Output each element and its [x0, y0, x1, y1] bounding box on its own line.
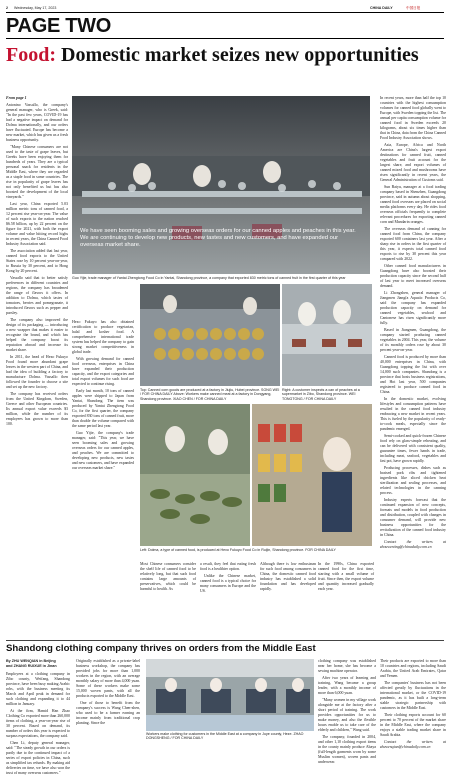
paragraph: In the 1990s, China exported canned food for the first time, starting with a small volume of fruit. Since then, the export volume and quantity increased gradually each year. [318, 562, 374, 591]
middle-right-caption: Right: A customer inspects a can of peaches at a supermarket in Zibo, Shandong province. WEI TONGTONG / FOR CHINA DAILY [282, 388, 360, 401]
paper-name: CHINA DAILY [370, 6, 393, 10]
section-title: PAGE TWO [6, 15, 112, 37]
byline-line-1: By ZHU WENQIAN in Beijing [6, 659, 56, 663]
paragraph: In 2011, the head of Hexo Fukuyo Food found more abundant grape leaves in the western part of China, and had the idea of building a factory to manufacture Dolma. Vassallo then followed the founder to choose a site and set up the new factory. [6, 355, 68, 389]
paragraph: Unlike the Chinese market, canned food is a typical choice for many consumers in Europe and the US. [200, 574, 256, 593]
paragraph: Their clothing exports account for 60 percent to 70 percent of the market share in the Middle East, where the company enjoys a stable trading market share in Saudi Arabia. [380, 713, 446, 737]
paragraph: Guo Yijie, the company's trade manager, said: "This year, we have seen booming sales and growing overseas orders for our canned apples, and peaches. We are committed to developing new products, new tastes and new customers, and have expanded our overseas market share." [72, 431, 134, 470]
paragraph: Industry experts forecast that the continued expansion of new concepts, formats and models in food production and distribution, coupled with changes in consumer demand, will provide new business opportunities for the revitalization of the canned food industry in China. [380, 498, 446, 537]
paragraph: Antonino Vassallo, the company's general manager, who is Greek, said: "In the past few years, COVID-19 has had a negative impact on demand for Dolma internationally, and our orders have fluctuated. Europe has become a new market, which has given us a fresh business opportunity. [6, 103, 68, 142]
paragraph: Sun Baiyu, manager at a food trading company based in Shenzhen, Guangdong province, said in autumn about shopping, canned food overseas are placed on social media platforms every day. He rides food overseas officials frequently to complete relevant procedures for exporting canned corn and Mandarin oranges. [380, 185, 446, 224]
dolma-illustration [140, 404, 250, 546]
canned-meat-photo [282, 284, 372, 386]
paragraph: At the firm, Hamid Han Zhao Clothing Co exported more than 260,000 items of clothing, a year-on-year rise of 30 percent. Based on demand, its number of orders this year is expected to surpass expectations, the company said. [6, 709, 70, 738]
paragraph: clothing company was established near her home, she has become a sewing machine operator. [318, 659, 376, 673]
byline [6, 659, 70, 669]
paragraph: The overseas demand of canning for canned food from China, the company exported 600 containers last year. After a sharp rise in orders in the first quarter of this year, it expects total canned food exports to rise by 30 percent this year compared with 2022. [380, 227, 446, 261]
paragraph: One of those to benefit from the company's success is Wang Chen-zhen, who used to be a farmer earning an income mainly from traditional crop planting. Since the [76, 701, 140, 725]
paragraph: Although there is low enthusiasm for such food among consumers in China, the domestic canned food industry has established a solid foundation and has developed rapidly. [260, 562, 316, 591]
second-column-3 [318, 659, 376, 764]
headline-text: Domestic market seizes new opportunities [61, 44, 419, 66]
factory-photo-large [72, 96, 370, 274]
paragraph: Vassallo said that to better satisfy preferences in different countries and regions, the company has broadened the range of flavors it offers. In addition to Dolma, which tastes of tomatoes, berries and pomegranate, it introduced flavors such as pepper and parsley. [6, 276, 68, 315]
canned-corn-illustration [140, 284, 280, 386]
paragraph: "Many women in my village work alongside me at the factory after a short period of training. The work provides opportunities for us to make money, and also the flexible hours enable us to take care of the elderly and children," Wang said. [318, 698, 376, 732]
lead-column-mid-c [260, 562, 316, 642]
lead-column-2 [72, 320, 134, 642]
paragraph: Chen Li, deputy general manager, said: "The steady growth in our orders is partly due to the continued impact of a series of export policies in China, such as simplified tax refunds. By making aid deliveries on time, we have also won the trust of many overseas customers." [6, 741, 70, 775]
from-page: From page 1 [6, 96, 27, 100]
lead-headline [6, 44, 446, 67]
dolma-photo [140, 404, 250, 546]
paragraph: The company has received orders from the United Kingdom, Sweden, Greece and other European countries. Its annual export value exceeds $3 million, while the number of its employees has grown to more than 100. [6, 392, 68, 426]
contact-line: Contact the writers at zhouwenting@chinadaily.com.cn [380, 540, 446, 549]
sewing-photo [146, 659, 314, 731]
paragraph: Producing processes, dishes such as braised pork ribs and tightened ingredients like sliced chicken heat sterilization and sealing processes, and related technologies in the canning process. [380, 466, 446, 495]
lead-column-mid-b [200, 562, 256, 642]
lead-column-1 [6, 96, 68, 642]
second-column-1 [6, 659, 70, 775]
paragraph: Early last month, 10 tons of canned apples were shipped to Japan from Yantai, Shandong. The item was produced by Yantai Zhengtong Food Co, for the first quarter, the company exported 830 tons of canned fruit, more than double the volume compared with the same period last year. [72, 389, 134, 428]
middle-photo-caption: Top: Canned corn goods are produced at a factory in Jiujiu, Hubei province. SONG WEI / FOR CHINA DAILY Above: Workers make canned meat at a factory in Dongyang, Shandong province. XIAO CHEN / FOR CHINA DAILY [140, 388, 280, 401]
second-headline: Shandong clothing company thrives on orders from the Middle East [6, 643, 316, 654]
paragraph: After two years of learning and training, Wang became a group leader, with a monthly income of more than 6,000 yuan. [318, 676, 376, 695]
lead-column-mid-a [140, 562, 196, 642]
masthead-rule-bottom [6, 38, 444, 39]
headline-kicker: Food: [6, 44, 56, 66]
canned-meat-illustration [282, 284, 372, 386]
sewing-illustration [146, 659, 314, 731]
second-column-2 [76, 659, 140, 745]
photo-pull-quote: We have seen booming sales and growing overseas orders for our canned apples and peaches in this year. We are continuing to develop new products, new tastes and new customers, and have expanded our overseas market share. [80, 228, 356, 248]
paragraph: The company also improved the design of its packaging — introducing a new wrapper that makes it easier to recognize the brand, and which has helped the company boost its reputation abroad and increase its market share. [6, 318, 68, 352]
paragraph: Other canned food manufacturers in Guangdong have also boosted their production capacity since the second half of last year to meet increased overseas demand. [380, 264, 446, 288]
paragraph: Hexo Fukuyo has also obtained certification to produce vegetarian, halal and kosher food. A comprehensive international trade system has helped the company to gain strong market competitiveness in global trade. [72, 320, 134, 354]
issue-date: Wednesday, May 17, 2023 [14, 6, 57, 10]
paragraph: In the domestic market, evolving lifestyles and consumption patterns have resulted in the canned food industry embracing a new market in recent years. This is fueled by the popularity of ready-to-cook meals, especially since the pandemic emerged. [380, 397, 446, 431]
page-number: 2 [6, 6, 8, 10]
paragraph: "Many Chinese consumers are not used to the taste of grape leaves, but Greeks have been enjoying them for hundreds of years. They are a typical personal snack for residents in the Middle East, where they are regarded as a staple food in some countries. The rise in popularity of grape leaves has not only benefited us but has also boosted the development of the local vineyards." [6, 145, 68, 199]
paragraph: Most Chinese consumers consider the shelf life of canned food to be relatively long, but that such food contains large amounts of preservatives, which could be harmful to health. As [140, 562, 196, 591]
bottom-photo-caption: Left: Dolma, a type of canned food, is produced at Hexo Fukuyo Food Co in Ruijin, Shandong province. FOR CHINA DAILY [140, 548, 336, 552]
paragraph: a result, they feel that eating fresh food is a healthier option. [200, 562, 256, 571]
paragraph: Li Zhongzhen, general manager of Jiangmen Jiangfa Aquatic Products Co, said the company has expanded production capacity on demand for canned vegetables, seafood and Cantonese has risen significantly more fully. [380, 291, 446, 325]
paragraph: Last year, China exported 5.03 million metric tons of canned food, a 12 percent rise year-on-year. The value of such exports to the nation reached $6.58 billion, up by 22 percent on the figure for 2021, with both the export volume and value hitting record highs in recent years, the China Canned Food Industry Association said. [6, 202, 68, 246]
lead-column-right [380, 96, 446, 642]
byline-line-2: and ZHANG RUIXUE in Jinan [6, 664, 57, 668]
paragraph: Originally established as a private-label business workshop, the company has provided jobs for more than 1,000 workers in the region, with an average monthly salary of more than 4,000 yuan. Some of these workers make some 15,000 woven pants, with all the products exported to the Middle East. [76, 659, 140, 698]
paragraph: The company, founded in 2004, and other 1,10 clothing export items in the county mainly produce Abaya (full-length garments worn by some Muslim women), woven pants and underwear. [318, 735, 376, 764]
supermarket-photo [252, 404, 372, 546]
paragraph: Canned food is produced by more than 40,000 enterprises in China, with Guangdong topping the list with over 14,000 such companies. Shandong is a province that hosts business registrations, and Hot last year, 500 companies registered to produce canned food in China. [380, 355, 446, 394]
story-divider [6, 640, 444, 641]
paragraph: The association added that last year, canned food exports to the United States rose by 10 percent year-on-year, to Russia by 30 percent, and to Hong Kong by 20 percent. [6, 249, 68, 273]
paragraph: Asia, Europe, Africa and North America are China's largest export destinations for canned fruit, canned vegetables and fruit account for the largest share, and export volumes of canned mixed food and mushrooms have risen significantly in recent years, the General Administration of Customs said. [380, 143, 446, 182]
paragraph: With growing demand for canned food overseas, enterprises in China have expanded their production capacity, and the export categories and total export volumes for such food are expected to continue rising. [72, 357, 134, 386]
paper-name-cn: 中国日报 [406, 6, 421, 10]
canned-corn-photo [140, 284, 280, 386]
second-column-4 [380, 659, 446, 749]
paragraph: The companies' business has not been affected greatly by fluctuations in the international market, or the COVID-19 pandemic, as it has built a long-term stable strategic partnership with customers in the Middle East. [380, 681, 446, 710]
paragraph: Their products are exported to more than 10 countries and regions, including Saudi Arabia, the United Arab Emirates, Qatar and Yemen. [380, 659, 446, 678]
masthead-rule-top [6, 12, 444, 13]
paragraph: Based in Jiangmen, Guangdong, the company started producing canned vegetables in 2004. This year, the volume of its monthly orders rose by about 30 percent year-on-year. [380, 328, 446, 352]
supermarket-illustration [252, 404, 372, 546]
paragraph: Employees at a clothing company in Zibo county, Weifang, Shandong province, have been busy making Arabic robs, with the business meeting its March and April peak in demand for such clothing and expanding it to 44 million in January. [6, 672, 70, 706]
photo-pull-quote-credit: Guo Yijie, trade manager of Yantai Zhengtong Food Co in Yantai, Shandong province, a company that exported 830 metric tons of canned fruit in the first quarter of this year [72, 276, 346, 280]
contact-line: Contact the writers at zhuwenqian@chinadaily.com.cn [380, 740, 446, 749]
lead-column-mid-d [318, 562, 374, 642]
paragraph: Semi-cooked and quick-frozen Chinese food rely on glass-simple reheating, and can be delivered with consistent quality, guarantee times, fewer hands in trade, including meat, seafood, vegetables and fast pot, have grown rapidly. [380, 434, 446, 463]
paragraph: In recent years, more than half the top 10 countries with the highest consumption volumes for canned food globally went to Europe, with Sweden topping the list. The annual per capita consumption volume for canned food in Sweden exceeds 20 kilograms, about six times higher than that in China, data from the China Canned Food Industry Association shows. [380, 96, 446, 140]
sewing-photo-caption: Workers make clothing for customers in the Middle East at a company in Juye county, Heze. ZHAO DONGSHENG / FOR CHINA DAILY [146, 732, 304, 741]
